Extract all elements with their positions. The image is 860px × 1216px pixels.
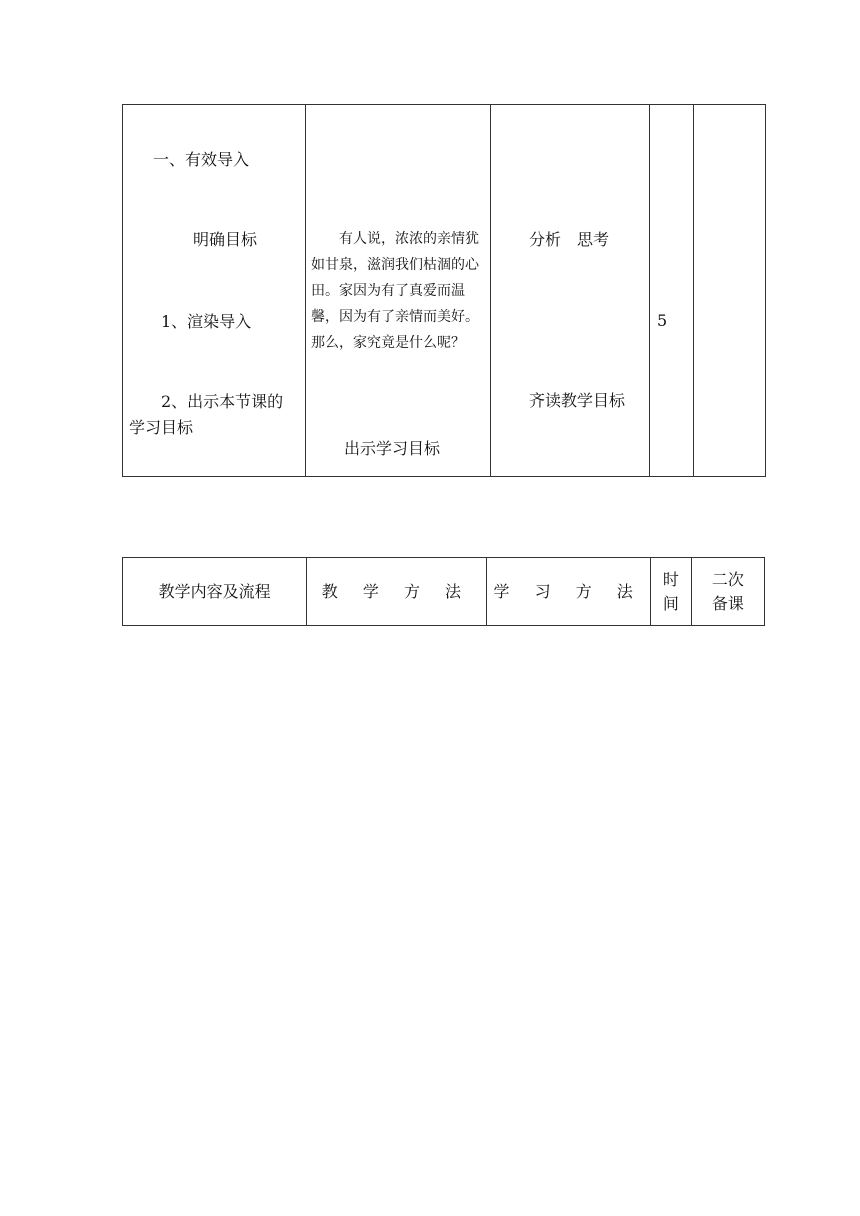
lesson-content-table: [122, 104, 766, 477]
table-row: [123, 558, 765, 626]
analyze-text: 分析 思考: [529, 230, 610, 249]
section-heading: 一、有效导入: [153, 150, 250, 169]
header-time: [650, 558, 691, 626]
step-1-label: 1、渲染导入: [161, 312, 252, 331]
header-table: [122, 557, 765, 626]
header-second-prep-line-2: 备课: [711, 593, 744, 613]
header-second-prep: [691, 558, 764, 626]
header-time-line-2: 间: [662, 593, 679, 613]
learning-method-cell: [491, 105, 650, 477]
step-2-line-2: 学习目标: [129, 418, 194, 437]
header-time-line-1: 时: [662, 569, 679, 589]
content-flow-cell: [123, 105, 306, 477]
time-value: 5: [657, 311, 668, 330]
table-row: [123, 105, 766, 477]
header-learning-method: 学 习 方 法: [486, 558, 650, 626]
read-goal-text: 齐读教学目标: [529, 391, 626, 410]
header-content-flow: 教学内容及流程: [123, 558, 307, 626]
header-teaching-method: 教 学 方 法: [307, 558, 486, 626]
intro-paragraph: 有人说，浓浓的亲情犹如甘泉，滋润我们枯涸的心田。家因为有了真爱而温馨，因为有了亲情而美好。那么，家究竟是什么呢？: [311, 231, 479, 351]
step-2-line-1: 2、出示本节课的: [161, 392, 284, 411]
header-second-prep-line-1: 二次: [711, 569, 744, 589]
show-goal-text: 出示学习目标: [344, 439, 441, 458]
teaching-method-cell: [306, 105, 491, 477]
time-cell: [650, 105, 694, 477]
remark-cell: [694, 105, 766, 477]
goal-label: 明确目标: [193, 230, 258, 249]
